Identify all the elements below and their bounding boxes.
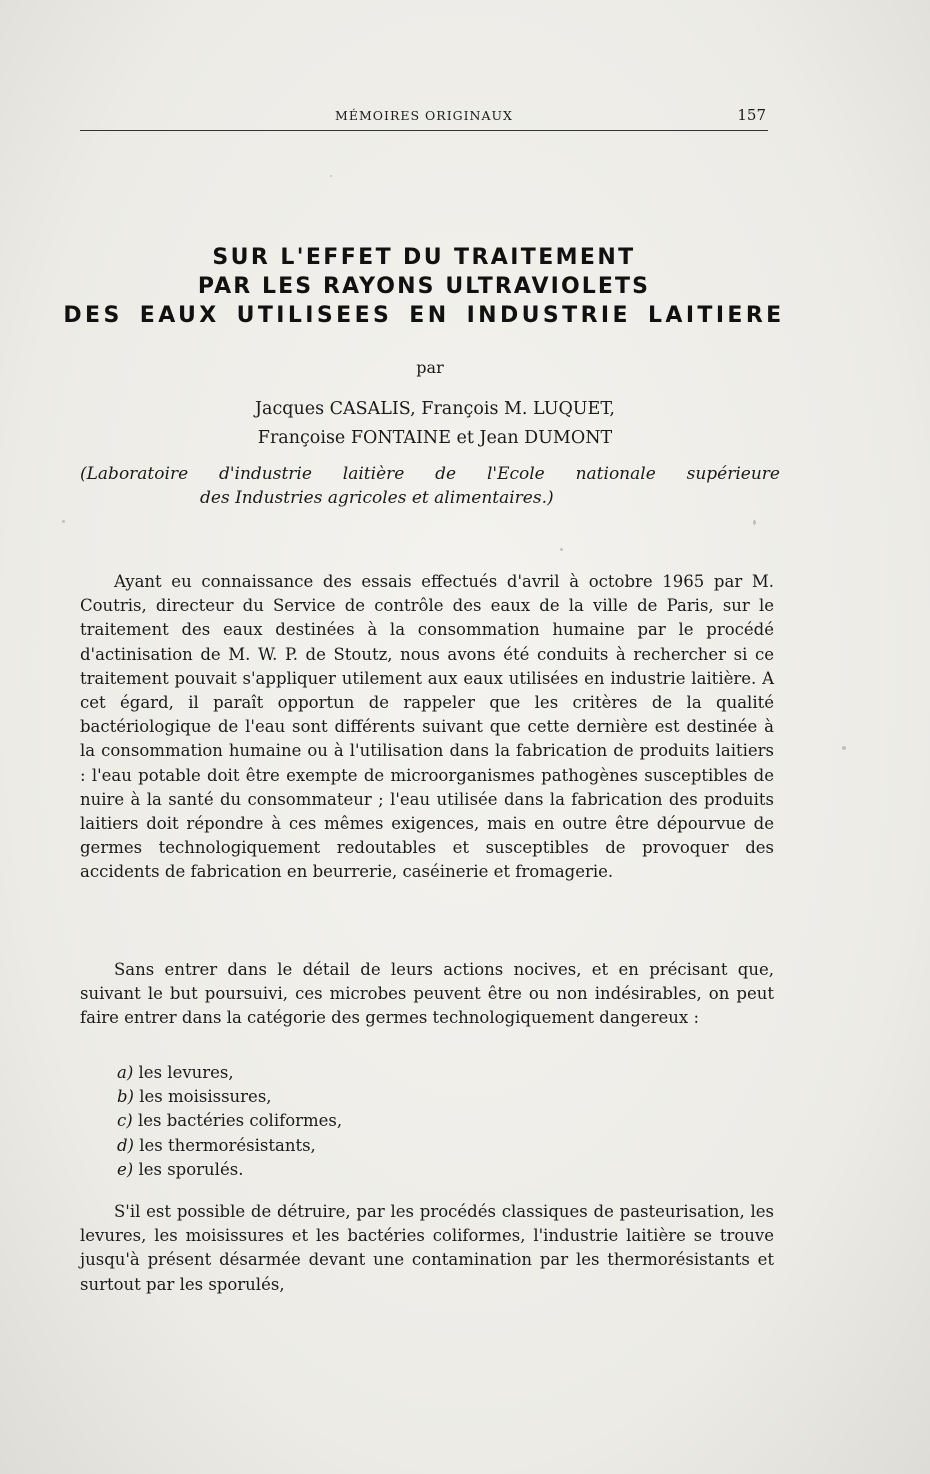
list-text: les thermorésistants, bbox=[139, 1135, 316, 1155]
list-item bbox=[117, 1109, 342, 1133]
list-item bbox=[117, 1158, 342, 1182]
running-title: MÉMOIRES ORIGINAUX bbox=[335, 108, 513, 123]
paragraph-2 bbox=[80, 958, 774, 1031]
list-letter: c) bbox=[117, 1111, 133, 1131]
list-letter: e) bbox=[117, 1159, 134, 1179]
list-text: les bactéries coliformes, bbox=[137, 1111, 343, 1131]
authors-line-2: Françoise FONTAINE et Jean DUMONT bbox=[257, 428, 613, 448]
list-text: les levures, bbox=[138, 1063, 234, 1082]
paragraph-text: S'il est possible de détruire, par les procédés classiques de pasteurisation, les levures, les moisissures et les bactéries coliformes, l'industrie laitière se trouve jusqu'à présent désarmée devant une contamination par les thermorésistants et surtout par les sporulés, bbox=[80, 1202, 774, 1294]
by-line: par bbox=[416, 358, 444, 377]
paragraph-text: Sans entrer dans le détail de leurs actions nocives, et en précisant que, suivant le but poursuivi, ces microbes peuvent être ou non indésirables, on peut faire entrer dans la catégorie des germes technologiquement dangereux : bbox=[80, 960, 774, 1028]
running-header bbox=[80, 104, 768, 131]
list-item bbox=[117, 1061, 342, 1085]
list-letter: d) bbox=[117, 1135, 134, 1155]
list-item bbox=[117, 1085, 342, 1109]
paragraph-1 bbox=[80, 570, 774, 885]
authors-line-1: Jacques CASALIS, François M. LUQUET, bbox=[255, 399, 615, 419]
authors bbox=[0, 395, 870, 453]
list-letter: b) bbox=[117, 1087, 134, 1107]
list-text: les sporulés. bbox=[138, 1159, 244, 1179]
scan-speck bbox=[842, 746, 846, 750]
list-item bbox=[117, 1134, 342, 1158]
list-letter: a) bbox=[117, 1063, 134, 1082]
affiliation-line-1: (Laboratoire d'industrie laitière de l'Ecole nationale supérieure bbox=[80, 464, 780, 484]
article-title bbox=[60, 243, 788, 330]
paragraph-3 bbox=[80, 1200, 774, 1297]
title-line-3: DES EAUX UTILISEES EN INDUSTRIE LAITIERE bbox=[63, 303, 785, 328]
affiliation bbox=[80, 462, 780, 510]
germ-list bbox=[117, 1061, 342, 1182]
page-number: 157 bbox=[737, 106, 766, 124]
scan-speck bbox=[330, 175, 332, 177]
scan-speck bbox=[62, 520, 65, 523]
paragraph-text: Ayant eu connaissance des essais effectués d'avril à octobre 1965 par M. Coutris, directeur du Service de contrôle des eaux de la ville de Paris, sur le traitement des eaux destinées à la consommation humaine par le procédé d'actinisation de M. W. P. de Stoutz, nous avons été conduits à rechercher si ce traitement pouvait s'appliquer utilement aux eaux utilisées en industrie laitière. A cet égard, il paraît opportun de rappeler que les critères de la qualité bactériologique de l'eau sont différents suivant que cette dernière est destinée à la consommation humaine ou à l'utilisation dans la fabrication de produits laitiers : l'eau potable doit être exempte de microorganismes pathogènes susceptibles de nuire à la santé du consommateur ; l'eau utilisée dans la fabrication des produits laitiers doit répondre à ces mêmes exigences, mais en outre être dépourvue de germes technologiquement redoutables et susceptibles de provoquer des accidents de fabrication en beurrerie, caséinerie et fromagerie. bbox=[80, 572, 774, 882]
affiliation-line-2: des Industries agricoles et alimentaires.) bbox=[200, 488, 554, 508]
title-line-1: SUR L'EFFET DU TRAITEMENT bbox=[212, 245, 636, 270]
list-text: les moisissures, bbox=[139, 1087, 272, 1107]
scan-speck bbox=[560, 548, 563, 551]
title-line-2: PAR LES RAYONS ULTRAVIOLETS bbox=[197, 274, 651, 299]
scan-speck bbox=[753, 520, 756, 525]
